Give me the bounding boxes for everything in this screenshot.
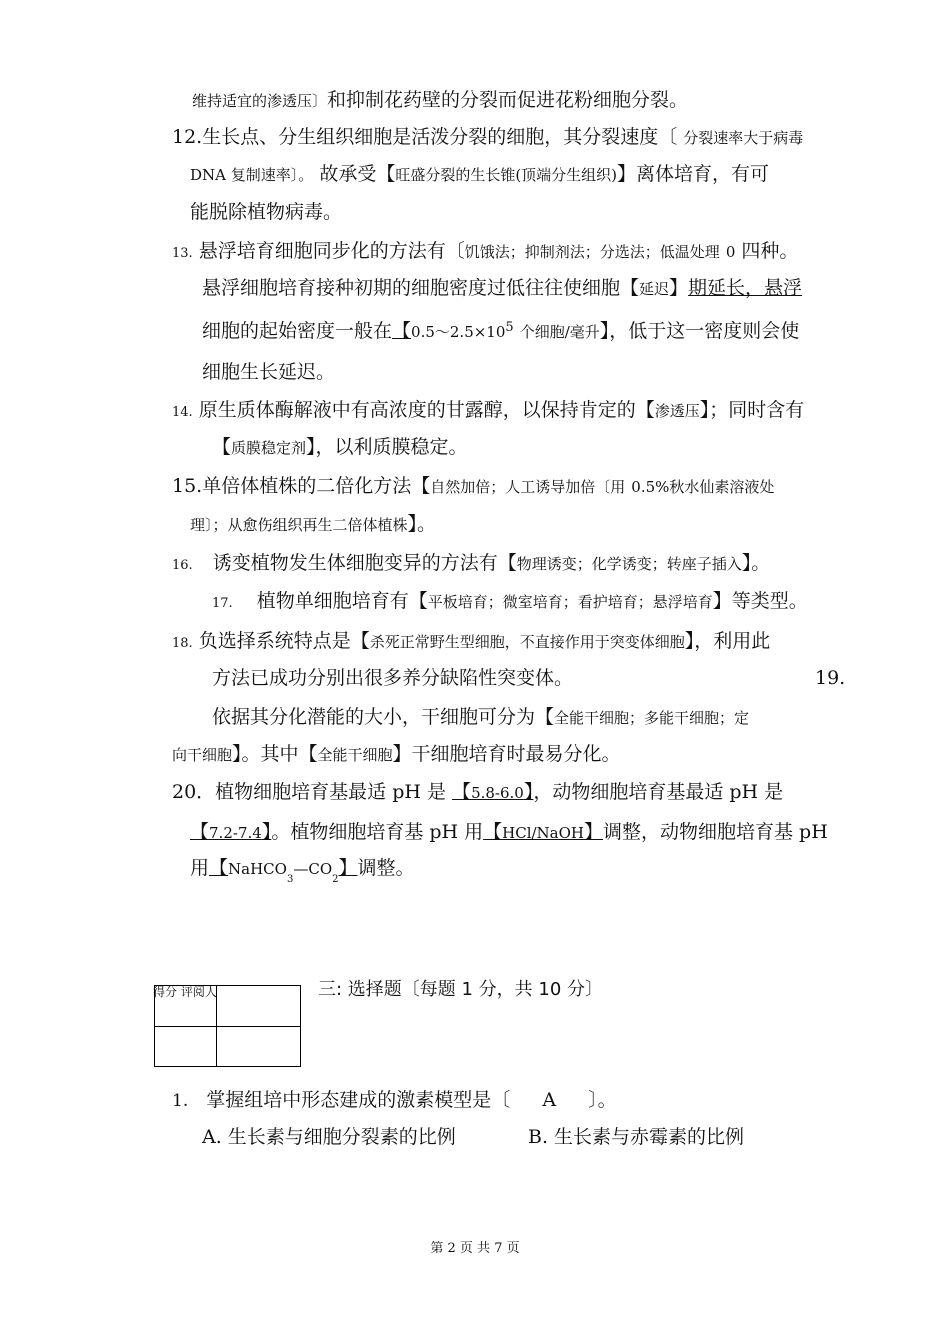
page-footer: 第 2 页 共 7 页 [430, 1241, 520, 1256]
mc-option-a: A. 生长素与细胞分裂素的比例 [202, 1126, 456, 1148]
text-line: 维持适宜的渗透压〕和抑制花药壁的分裂而促进花粉细胞分裂。 [192, 89, 689, 111]
mc-question-1: 1. 掌握组培中形态建成的激素模型是〔 A 〕。 [172, 1089, 617, 1111]
question-13: 13. 悬浮培育细胞同步化的方法有〔饥饿法；抑制剂法；分选法；低温处理 0 四种。 [172, 240, 799, 262]
score-table-label: 得分 评阅人 [153, 985, 217, 999]
score-table-row-divider [155, 1026, 300, 1027]
question-20-end: 用【$NaHCO_3—CO_2$】调整。 [190, 857, 415, 885]
question-19-cont: 向干细胞】。其中【全能干细胞】干细胞培育时最易分化。 [172, 743, 621, 765]
question-14: 14. 原生质体酶解液中有高浓度的甘露醇，以保持肯定的【渗透压】；同时含有 [172, 399, 805, 421]
question-12-cont: DNA 复制速率〕。 故承受【旺盛分裂的生长锥(顶端分生组织)】离体培育，有可 [190, 163, 770, 185]
question-19: 依据其分化潜能的大小，干细胞可分为【全能干细胞；多能干细胞；定 [212, 706, 750, 728]
question-19-number: 19. [815, 667, 846, 689]
section-title: 三: 选择题〔每题 1 分，共 10 分〕 [318, 979, 604, 1000]
question-16: 16. 诱变植物发生体细胞变异的方法有【物理诱变；化学诱变；转座子插入】。 [172, 552, 771, 574]
question-13-cont: 悬浮细胞培育接种初期的细胞密度过低往往使细胞【延迟】期延长，悬浮 [202, 277, 803, 299]
question-13-end: 细胞生长延迟。 [202, 361, 336, 383]
question-15: 15.单倍体植株的二倍化方法【自然加倍；人工诱导加倍〔用 0.5%秋水仙素溶液处 [172, 475, 775, 497]
question-18: 18. 负选择系统特点是【杀死正常野生型细胞，不直接作用于突变体细胞】，利用此 [172, 630, 771, 652]
question-12: 12.生长点、分生组织细胞是活泼分裂的细胞，其分裂速度〔 分裂速率大于病毒 [172, 126, 804, 148]
question-17: 17. 植物单细胞培育有【平板培育；微室培育；看护培育；悬浮培育】等类型。 [212, 590, 808, 612]
question-20-cont: 【7.2-7.4】。植物细胞培育基 pH 用【HCl/NaOH】调整，动物细胞培育基 pH [190, 821, 828, 843]
mc-option-b: B. 生长素与赤霉素的比例 [528, 1126, 745, 1148]
question-20: 20．植物细胞培育基最适 pH 是 【5.8-6.0】，动物细胞培育基最适 pH 是 [172, 781, 784, 803]
mc-answer: A [542, 1089, 557, 1111]
question-14-cont: 【质膜稳定剂】，以利质膜稳定。 [212, 436, 468, 458]
question-18-cont: 方法已成功分别出很多养分缺陷性突变体。 [212, 667, 574, 689]
question-12-end: 能脱除植物病毒。 [190, 201, 343, 223]
question-15-cont: 理〕；从愈伤组织再生二倍体植株】。 [190, 513, 437, 535]
question-13-density: 细胞的起始密度一般在【$0.5\sim 2.5\times 10^5$ 个细胞/毫升】，低于这一密度则会使 [202, 320, 800, 342]
